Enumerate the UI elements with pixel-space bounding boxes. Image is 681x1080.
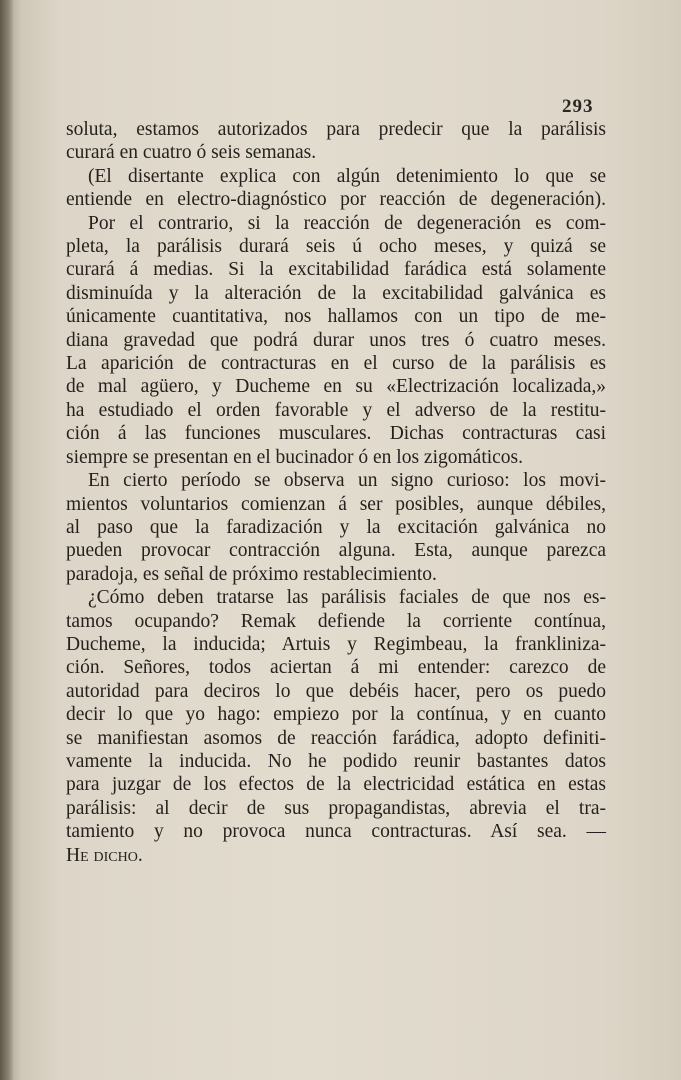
text-line: curará en cuatro ó seis semanas. xyxy=(66,142,317,164)
text-line: vamente la inducida. No he podido reunir bastantes datos xyxy=(66,750,606,772)
binding-gutter xyxy=(0,0,14,1080)
page-number: 293 xyxy=(562,96,594,117)
text-line: se manifiestan asomos de reacción farádica, adopto definiti- xyxy=(66,727,606,749)
body-text xyxy=(66,118,606,867)
text-line: tamiento y no provoca nunca contracturas. Así sea. — xyxy=(66,821,606,843)
text-line: siempre se presentan en el bucinador ó en los zigomáticos. xyxy=(66,446,524,468)
text-line: pleta, la parálisis durará seis ú ocho meses, y quizá se xyxy=(66,236,606,258)
text-line: entiende en electro-diagnóstico por reacción de degeneración). xyxy=(66,189,606,211)
text-line: parálisis: al decir de sus propagandistas, abrevia el tra- xyxy=(66,797,606,819)
text-line: mientos voluntarios comienzan á ser posibles, aunque débiles, xyxy=(66,493,606,515)
text-line: autoridad para deciros lo que debéis hacer, pero os puedo xyxy=(66,680,606,702)
text-line: pueden provocar contracción alguna. Esta, aunque parezca xyxy=(66,540,606,562)
text-line: soluta, estamos autorizados para predecir que la parálisis xyxy=(66,119,606,140)
text-line: ha estudiado el orden favorable y el adverso de la restitu- xyxy=(66,399,606,421)
text-line: En cierto período se observa un signo curioso: los movi- xyxy=(88,470,606,492)
text-line: ción á las funciones musculares. Dichas contracturas casi xyxy=(66,423,606,445)
text-line: ¿Cómo deben tratarse las parálisis faciales de que nos es- xyxy=(88,587,606,609)
text-line: paradoja, es señal de próximo restablecimiento. xyxy=(66,563,437,585)
text-line: para juzgar de los efectos de la electricidad estática en estas xyxy=(66,774,606,796)
text-line: únicamente cuantitativa, nos hallamos con un tipo de me- xyxy=(66,306,606,328)
text-line: tamos ocupando? Remak defiende la corriente contínua, xyxy=(66,610,606,632)
text-line-signoff: He dicho. xyxy=(66,844,143,866)
text-line: decir lo que yo hago: empiezo por la contínua, y en cuanto xyxy=(66,704,606,726)
text-line: (El disertante explica con algún detenimiento lo que se xyxy=(88,165,606,187)
text-line: curará á medias. Si la excitabilidad farádica está solamente xyxy=(66,259,606,281)
text-line: Por el contrario, si la reacción de degeneración es com- xyxy=(88,212,606,234)
text-line: al paso que la faradización y la excitación galvánica no xyxy=(66,516,606,538)
text-line: de mal agüero, y Ducheme en su «Electrización localizada,» xyxy=(66,376,606,398)
text-line: disminuída y la alteración de la excitabilidad galvánica es xyxy=(66,282,606,304)
text-line: ción. Señores, todos aciertan á mi entender: carezco de xyxy=(66,657,606,679)
text-line: La aparición de contracturas en el curso de la parálisis es xyxy=(66,353,606,375)
text-line: diana gravedad que podrá durar unos tres ó cuatro meses. xyxy=(66,329,606,351)
text-line: Ducheme, la inducida; Artuis y Regimbeau, la frankliniza- xyxy=(66,633,606,655)
